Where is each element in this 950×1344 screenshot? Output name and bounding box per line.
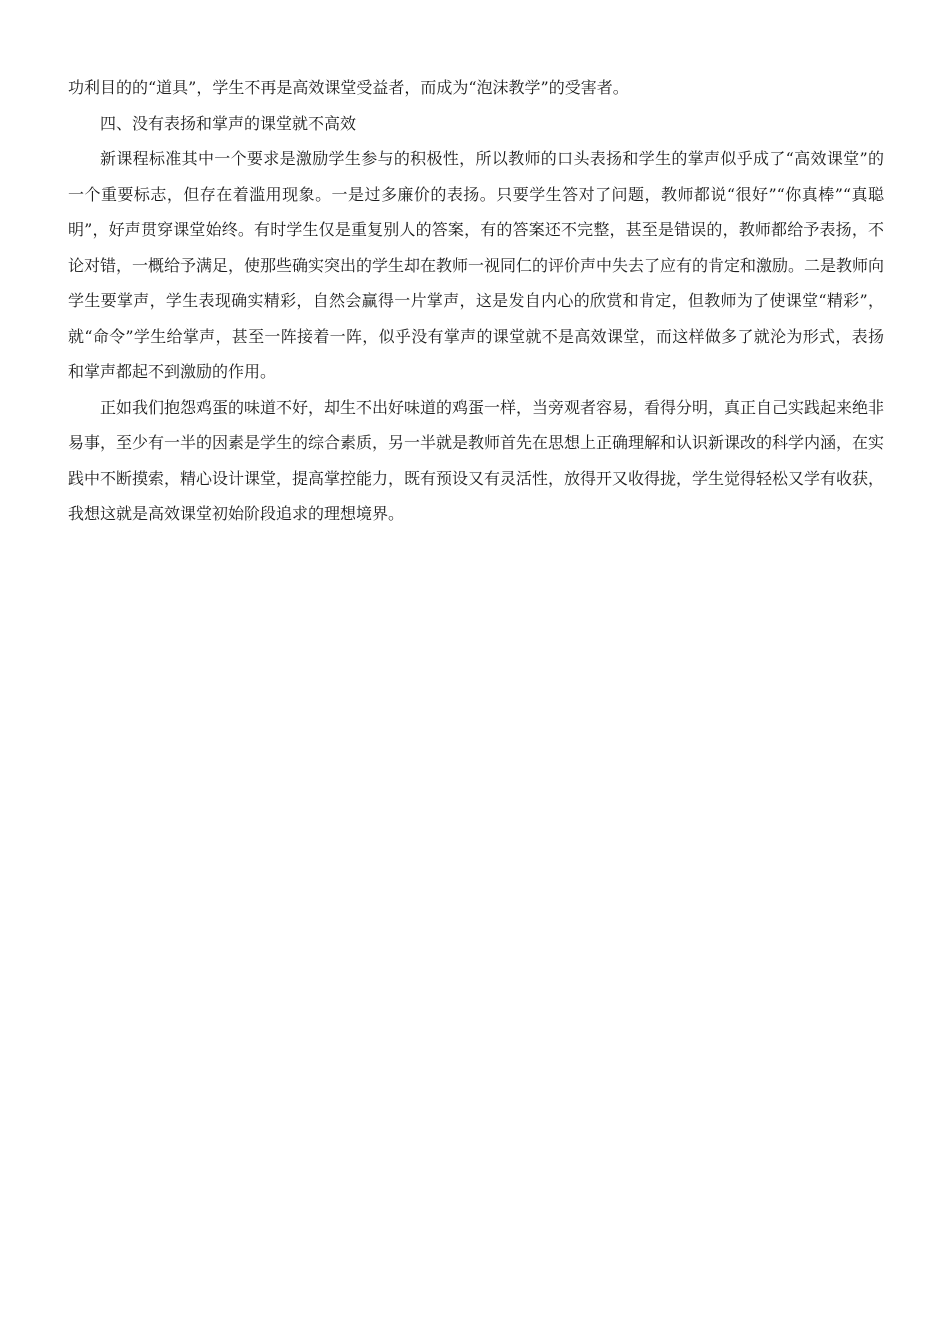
paragraph-praise-applause: 新课程标准其中一个要求是激励学生参与的积极性，所以教师的口头表扬和学生的掌声似乎成了“高效课堂”的一个重要标志，但存在着滥用现象。一是过多廉价的表扬。只要学生答对了问题，教师都说“很好”“你真棒”“真聪明”，好声贯穿课堂始终。有时学生仅是重复别人的答案，有的答案还不完整，甚至是错误的，教师都给予表扬，不论对错，一概给予满足，使那些确实突出的学生却在教师一视同仁的评价声中失去了应有的肯定和激励。二是教师向学生要掌声，学生表现确实精彩，自然会赢得一片掌声，这是发自内心的欣赏和肯定，但教师为了使课堂“精彩”，就“命令”学生给掌声，甚至一阵接着一阵，似乎没有掌声的课堂就不是高效课堂，而这样做多了就沦为形式，表扬和掌声都起不到激励的作用。 — [68, 149, 885, 381]
section-heading: 四、没有表扬和掌声的课堂就不高效 — [100, 113, 357, 133]
document-page — [68, 70, 884, 532]
paragraph-continuation: 功利目的的“道具”，学生不再是高效课堂受益者，而成为“泡沫教学”的受害者。 — [68, 78, 629, 97]
paragraph-conclusion: 正如我们抱怨鸡蛋的味道不好，却生不出好味道的鸡蛋一样，当旁观者容易，看得分明，真正自己实践起来绝非易事，至少有一半的因素是学生的综合素质，另一半就是教师首先在思想上正确理解和认识新课改的科学内涵，在实践中不断摸索，精心设计课堂，提高掌控能力，既有预设又有灵活性，放得开又收得拢，学生觉得轻松又学有收获，我想这就是高效课堂初始阶段追求的理想境界。 — [68, 397, 885, 523]
